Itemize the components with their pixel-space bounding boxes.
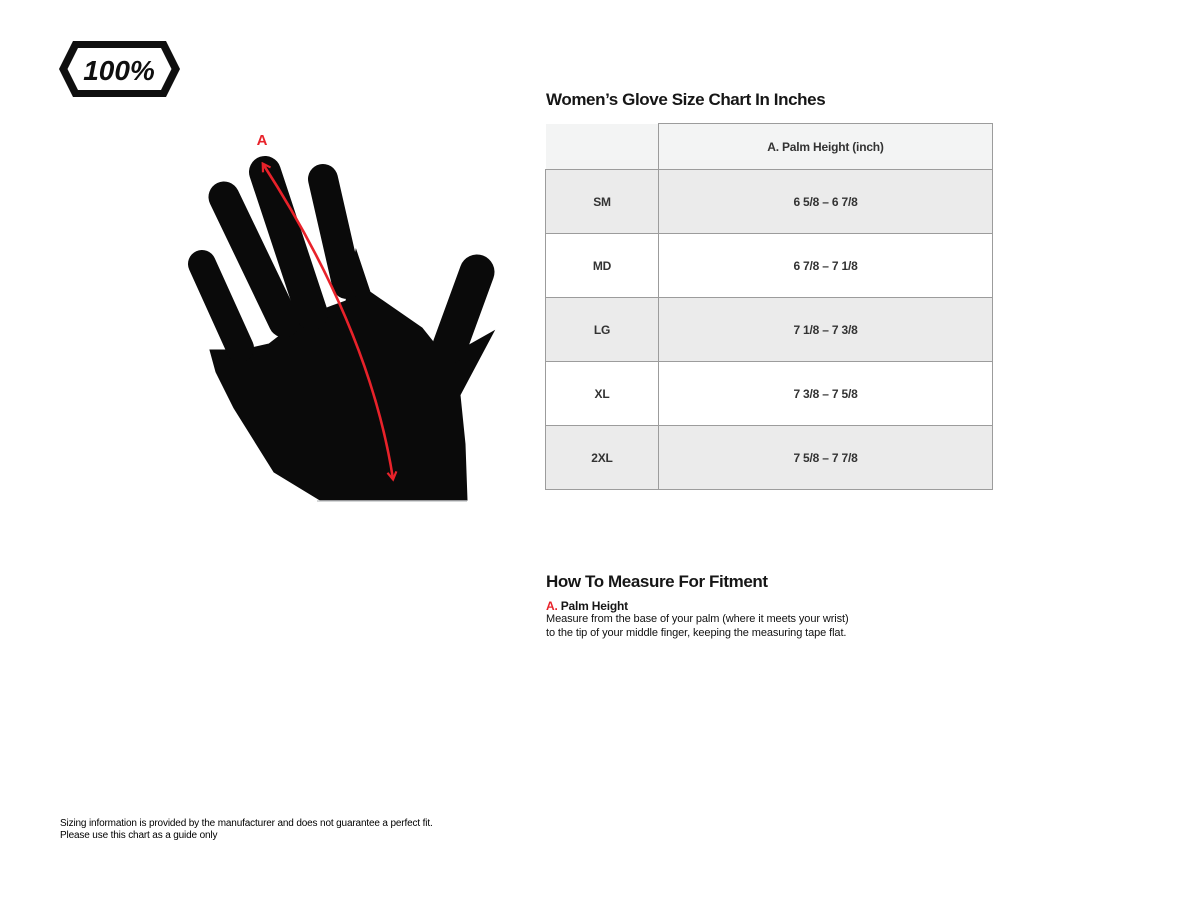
footer-disclaimer xyxy=(60,818,433,843)
palm-height-cell: 7 1/8 – 7 3/8 xyxy=(659,298,993,362)
table-row xyxy=(546,426,993,490)
column-header-palm-height: A. Palm Height (inch) xyxy=(659,124,993,170)
size-cell: 2XL xyxy=(546,426,659,490)
size-chart-title: Women’s Glove Size Chart In Inches xyxy=(546,90,826,109)
size-chart-table xyxy=(545,123,993,490)
size-cell: XL xyxy=(546,362,659,426)
size-cell: SM xyxy=(546,170,659,234)
footer-line-2: Please use this chart as a guide only xyxy=(60,830,218,842)
table-row xyxy=(546,170,993,234)
table-row xyxy=(546,298,993,362)
size-cell: MD xyxy=(546,234,659,298)
footer-line-1: Sizing information is provided by the manufacturer and does not guarantee a perfect fit. xyxy=(60,818,433,829)
palm-height-cell: 6 5/8 – 6 7/8 xyxy=(659,170,993,234)
palm-height-cell: 7 5/8 – 7 7/8 xyxy=(659,426,993,490)
hand-silhouette-diagram xyxy=(184,152,504,502)
header-empty-cell xyxy=(546,124,659,170)
measurement-description: Measure from the base of your palm (where it meets your wrist) to the tip of your middle finger, keeping the measuring tape flat. xyxy=(546,613,849,639)
palm-height-cell: 6 7/8 – 7 1/8 xyxy=(659,234,993,298)
hand-silhouette xyxy=(202,172,494,500)
size-cell: LG xyxy=(546,298,659,362)
measurement-name: Palm Height xyxy=(560,599,628,613)
table-row xyxy=(546,362,993,426)
brand-logo-icon xyxy=(59,39,180,99)
measurement-name-label xyxy=(546,599,628,613)
brand-logo-text: 100% xyxy=(83,55,155,86)
how-to-measure-title: How To Measure For Fitment xyxy=(546,572,768,591)
table-header-row xyxy=(546,124,993,170)
measurement-label-a: A xyxy=(256,132,268,149)
palm-height-cell: 7 3/8 – 7 5/8 xyxy=(659,362,993,426)
measurement-letter: A. xyxy=(546,599,558,613)
table-row xyxy=(546,234,993,298)
